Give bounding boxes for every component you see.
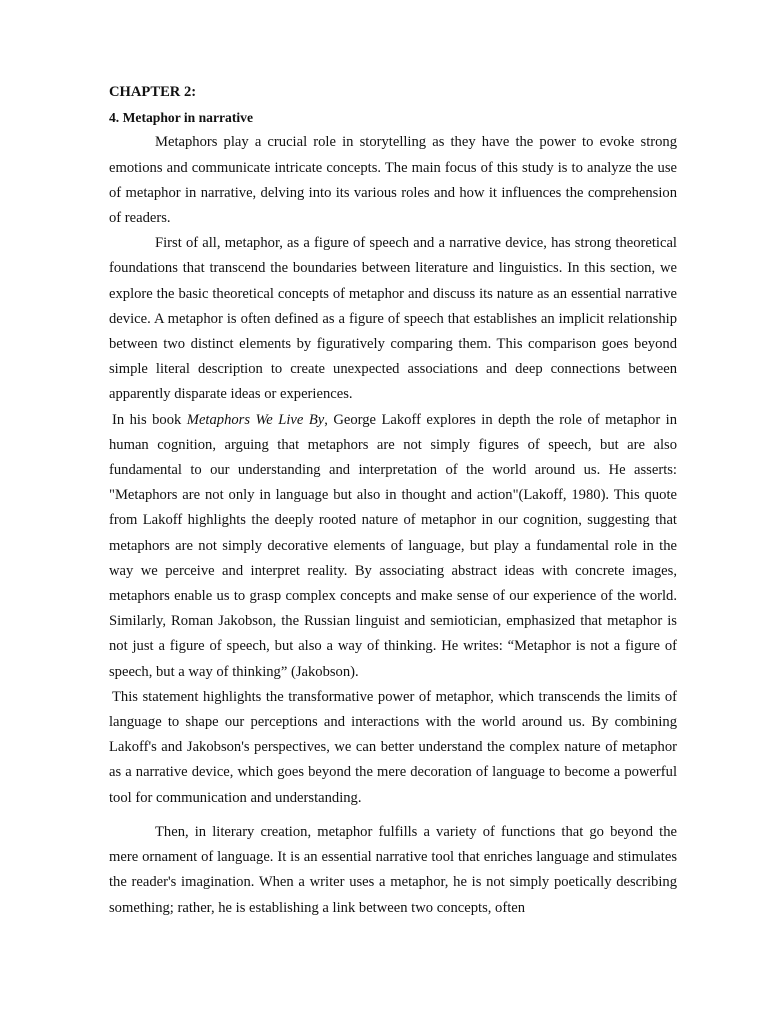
paragraph-transformative-power: This statement highlights the transformative power of metaphor, which transcends the limits of language to shape our perceptions and interactions with the world around us. By combining Lakoff's and Jakobson's perspectives, we can better understand the complex nature of metaphor as a narrative device, which goes beyond the mere decoration of language to become a powerful tool for communication and understanding. (109, 688, 677, 806)
paragraph-body-text: , George Lakoff explores in depth the role of metaphor in human cognition, arguing that metaphors are not simply figures of speech, but are also fundamental to our understanding and interpretation of the world around us. He asserts: "Metaphors are not only in language but also in thought and action"(Lakoff, 1980). This quote from Lakoff highlights the deeply rooted nature of metaphor in our cognition, suggesting that metaphors are not simply decorative elements of language, but play a fundamental role in the way we perceive and interpret reality. By associating abstract ideas with concrete images, metaphors enable us to grasp complex concepts and make sense of our experience of the world. Similarly, Roman Jakobson, the Russian linguist and semiotician, emphasized that metaphor is not just a figure of speech, but also a way of thinking. He writes: “Metaphor is not a figure of speech, but a way of thinking” (Jakobson). (109, 411, 678, 680)
chapter-heading: CHAPTER 2: (109, 84, 197, 100)
paragraph-lakoff-jakobson (109, 408, 677, 685)
book-title: Metaphors We Live By (186, 411, 325, 428)
paragraph-literary-creation: Then, in literary creation, metaphor fulfills a variety of functions that go beyond the mere ornament of language. It is an essential narrative tool that enriches language and stimulates the reader's imagination. When a writer uses a metaphor, he is not simply poetically describing something; rather, he is establishing a link between two concepts, often (109, 823, 677, 916)
paragraph-intro: Metaphors play a crucial role in storytelling as they have the power to evoke strong emotions and communicate intricate concepts. The main focus of this study is to analyze the use of metaphor in narrative, delving into its various roles and how it influences the comprehension of readers. (109, 134, 677, 227)
document-body (109, 80, 677, 921)
paragraph-theory: First of all, metaphor, as a figure of speech and a narrative device, has strong theoretical foundations that transcend the boundaries between literature and linguistics. In this section, we explore the basic theoretical concepts of metaphor and discuss its nature as an essential narrative device. A metaphor is often defined as a figure of speech that establishes an implicit relationship between two distinct elements by figuratively comparing them. This comparison goes beyond simple literal description to create unexpected associations and deep connections between apparently disparate ideas or experiences. (109, 235, 677, 403)
paragraph-lead-text: In his book (112, 411, 187, 428)
section-heading: 4. Metaphor in narrative (109, 110, 253, 126)
